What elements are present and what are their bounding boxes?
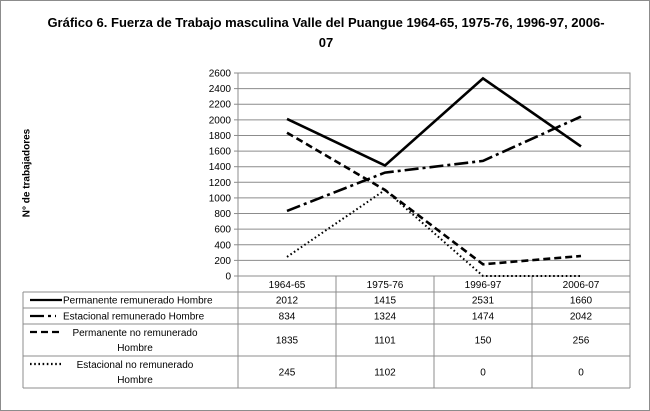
data-value-cell: 2531 [471, 295, 495, 307]
y-tick-label: 1000 [208, 193, 231, 205]
chart-title: Gráfico 6. Fuerza de Trabajo masculina Valle del Puangue 1964-65, 1975-76, 1996-97, 2006-07 [47, 15, 605, 50]
series-label: Hombre [117, 343, 153, 354]
y-tick-label: 2400 [208, 84, 231, 96]
y-tick-label: 2000 [208, 115, 231, 127]
data-value-cell: 1324 [373, 311, 397, 323]
data-value-cell: 256 [572, 335, 590, 347]
series-label: Hombre [117, 375, 153, 386]
x-category-label: 1975-76 [366, 280, 404, 291]
series-label: Permanente remunerado Hombre [63, 295, 213, 307]
data-value-cell: 2042 [569, 311, 593, 323]
y-axis-label: N° de trabajadores [21, 128, 33, 218]
y-tick-label: 1600 [208, 146, 231, 158]
series-label: Estacional remunerado Hombre [63, 311, 205, 323]
data-value-cell: 1101 [374, 335, 396, 347]
y-tick-label: 2600 [208, 68, 231, 80]
plot-area [238, 73, 630, 276]
series-label: Permanente no remunerado [72, 328, 198, 339]
series-label: Estacional no remunerado [76, 360, 194, 371]
y-tick-label: 1200 [208, 177, 231, 189]
y-tick-label: 2200 [208, 99, 231, 111]
data-value-cell: 1102 [374, 367, 396, 379]
data-value-cell: 1835 [275, 335, 299, 347]
data-value-cell: 1660 [569, 295, 593, 307]
x-category-label: 1964-65 [268, 280, 306, 291]
data-value-cell: 150 [474, 335, 492, 347]
y-tick-label: 1400 [208, 162, 231, 174]
y-tick-label: 400 [214, 240, 231, 252]
y-tick-label: 800 [214, 209, 231, 221]
data-value-cell: 2012 [275, 295, 299, 307]
x-category-label: 1996-97 [464, 280, 502, 291]
data-value-cell: 245 [278, 367, 296, 379]
series-line-dotted [287, 190, 581, 276]
x-category-label: 2006-07 [562, 280, 600, 291]
data-value-cell: 0 [578, 367, 584, 379]
y-tick-label: 1800 [208, 130, 231, 142]
data-value-cell: 0 [480, 367, 486, 379]
y-tick-label: 600 [214, 224, 231, 236]
data-value-cell: 1415 [373, 295, 397, 307]
series-line-solid [287, 78, 581, 165]
series-line-dashdot [287, 117, 581, 211]
y-tick-label: 200 [214, 255, 231, 267]
data-value-cell: 1474 [471, 311, 495, 323]
data-value-cell: 834 [278, 311, 296, 323]
y-tick-label: 0 [225, 271, 231, 283]
